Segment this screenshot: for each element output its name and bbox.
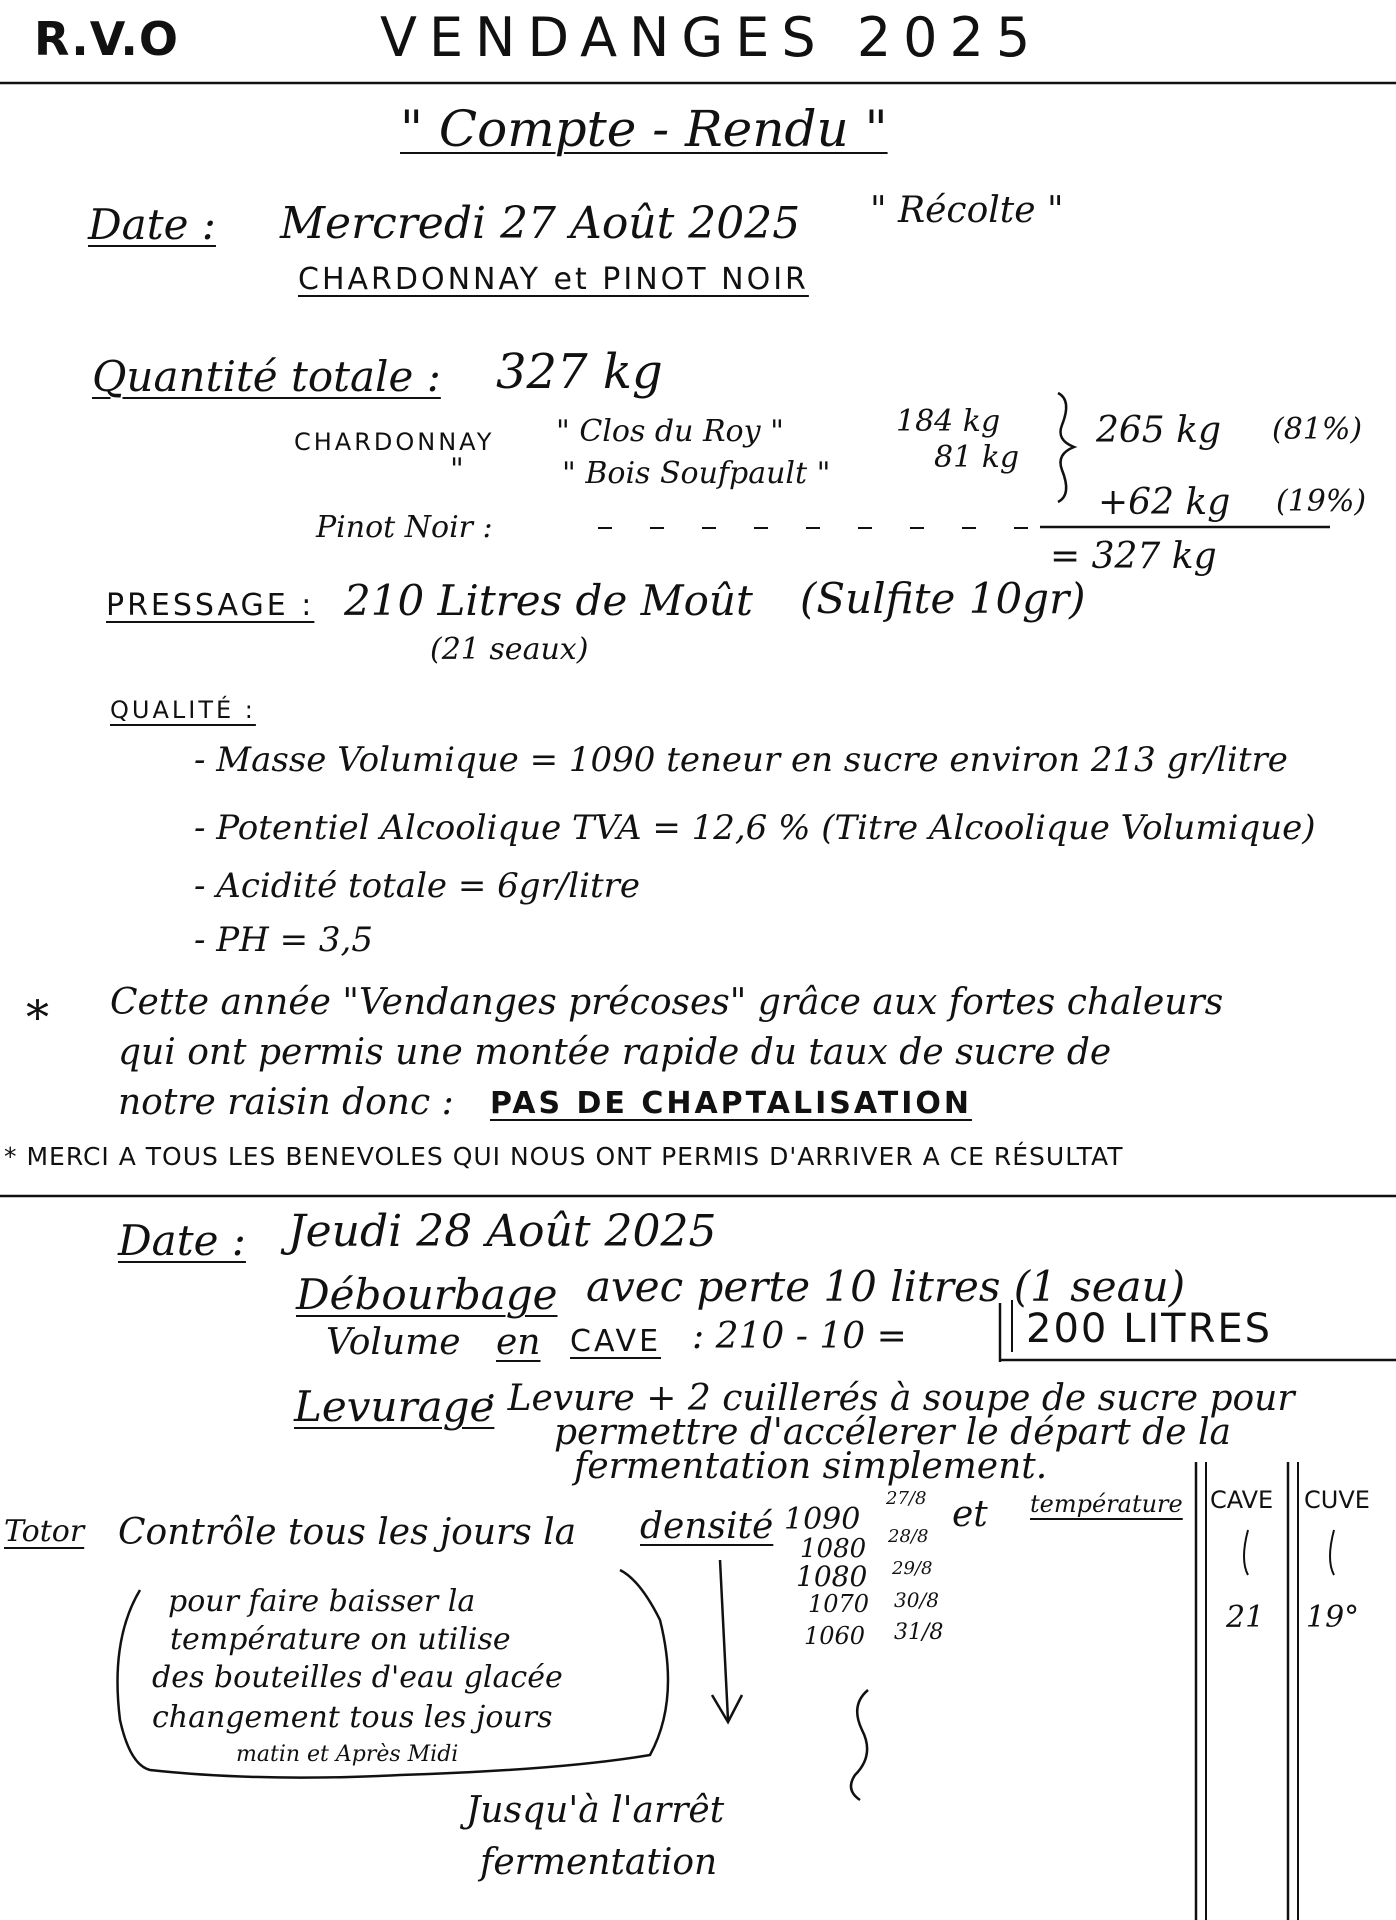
volume-label: en [496,1322,541,1363]
cooling-note-line: des bouteilles d'eau glacée [152,1660,563,1695]
control-density: densité [640,1506,774,1547]
density-value: 1090 [784,1502,861,1537]
density-value: 1080 [796,1560,868,1593]
row2-variety: " [450,452,464,487]
quality-item: - Acidité totale = 6gr/litre [194,866,641,906]
temp-value: 19° [1306,1600,1360,1635]
cooling-note-line: matin et Après Midi [236,1742,459,1767]
cooling-note-line: température on utilise [170,1622,511,1657]
pinot-pct: (19%) [1276,484,1367,519]
quantity-label: Quantité totale : [92,352,441,401]
levurage-text: fermentation simplement. [574,1446,1048,1487]
density-date: 29/8 [892,1558,933,1579]
quality-item: - PH = 3,5 [194,920,373,960]
density-date: 30/8 [894,1588,939,1612]
harvest-tag: " Récolte " [870,190,1064,231]
pressage-value: 210 Litres de Moût [344,576,753,625]
until-line: Jusqu'à l'arrêt [466,1790,725,1831]
row1-qty: 184 kg [896,404,1001,439]
row2-parcel: " Bois Soufpault " [562,456,831,491]
volume-result: 200 LITRES [1026,1306,1273,1352]
squiggle [851,1690,868,1800]
report-title: " Compte - Rendu " [400,100,888,158]
total: = 327 kg [1050,536,1217,577]
remark-line: notre raisin donc : [118,1082,454,1123]
density-value: 1070 [808,1590,870,1618]
subtotal: 265 kg [1096,410,1222,451]
quantity-value: 327 kg [496,344,663,400]
row1-variety: CHARDONNAY [294,428,495,456]
volume-label: CAVE [570,1324,662,1359]
remark-line: Cette année "Vendanges précoses" grâce aux fortes chaleurs [110,982,1224,1023]
page-title: VENDANGES 2025 [380,6,1043,69]
date-label: Date : [118,1216,246,1265]
density-date: 31/8 [894,1620,944,1645]
pressage-note: (Sulfite 10gr) [800,574,1086,623]
cooling-note-line: changement tous les jours [152,1700,553,1735]
debourbage-label: Débourbage [296,1270,558,1319]
row1-parcel: " Clos du Roy " [556,414,784,449]
until-line: fermentation [480,1842,718,1883]
date-value: Mercredi 27 Août 2025 [280,198,801,249]
density-date: 28/8 [888,1526,929,1547]
density-value: 1060 [804,1622,866,1650]
pinot-qty: +62 kg [1098,482,1231,523]
temp-header: CUVE [1304,1486,1370,1514]
remark-asterisk: * [26,990,49,1044]
volume-calc: : 210 - 10 = [692,1316,907,1357]
temp-value: 21 [1226,1600,1265,1635]
subtotal-pct: (81%) [1272,412,1363,447]
row2-qty: 81 kg [934,440,1020,475]
org-name: R.V.O [34,12,179,66]
cooling-note-line: pour faire baisser la [168,1584,476,1619]
varieties: CHARDONNAY et PINOT NOIR [298,262,809,297]
control-and: et [952,1494,988,1535]
levurage-text: : Levure + 2 cuillerés à soupe de sucre pour [484,1378,1295,1419]
levurage-label: Levurage [294,1382,495,1431]
pressage-buckets: (21 seaux) [430,632,589,667]
control-text: Contrôle tous les jours la [118,1512,577,1553]
pressage-label: PRESSAGE : [106,588,315,623]
quality-label: QUALITÉ : [110,696,256,724]
remark-line: qui ont permis une montée rapide du taux de sucre de [118,1032,1112,1073]
down-arrow [720,1560,728,1720]
remark-emphasis: PAS DE CHAPTALISATION [490,1086,973,1121]
operator-name: Totor [4,1514,85,1549]
quality-item: - Masse Volumique = 1090 teneur en sucre environ 213 gr/litre [194,740,1288,780]
pinot-label: Pinot Noir : [316,510,493,545]
volume-label: Volume [326,1322,461,1363]
debourbage-text: avec perte 10 litres (1 seau) [586,1262,1186,1311]
quality-item: - Potentiel Alcoolique TVA = 12,6 % (Titre Alcoolique Volumique) [194,808,1316,848]
date-label: Date : [88,200,216,249]
density-value: 1080 [800,1534,867,1564]
temp-header: CAVE [1210,1486,1274,1514]
density-date: 27/8 [886,1488,927,1509]
levurage-text: permettre d'accélerer le départ de la [554,1412,1231,1453]
brace [1058,393,1074,502]
date-value: Jeudi 28 Août 2025 [288,1206,717,1257]
control-temp: température [1030,1490,1183,1518]
thanks-line: * MERCI A TOUS LES BENEVOLES QUI NOUS ONT PERMIS D'ARRIVER A CE RÉSULTAT [4,1142,1124,1171]
